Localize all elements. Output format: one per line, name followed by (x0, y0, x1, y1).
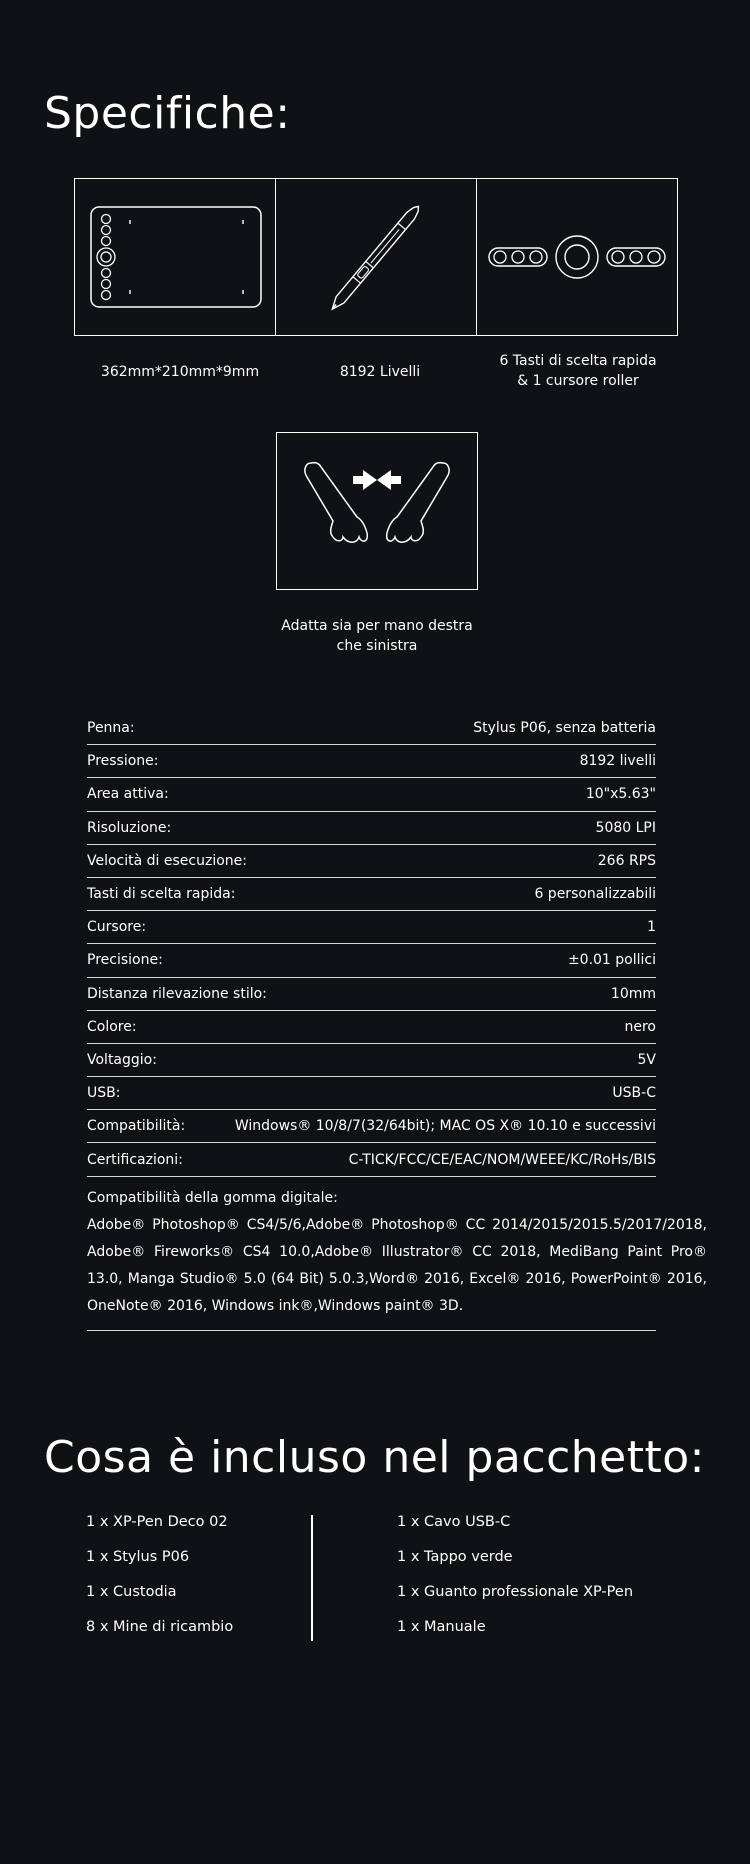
caption-line: 362mm*210mm*9mm (100, 364, 260, 380)
feature-keys-caption (478, 351, 678, 391)
spec-label: Voltaggio: (87, 1051, 157, 1068)
specs-title: Specifiche: (44, 88, 291, 139)
stylus-pen-icon (276, 179, 476, 337)
caption-line: che sinistra (336, 638, 418, 654)
spec-label: USB: (87, 1085, 121, 1102)
spec-label: Risoluzione: (87, 819, 172, 836)
spec-label: Compatibilità: (87, 1118, 186, 1135)
spec-label: Certificazioni: (87, 1151, 183, 1168)
package-item: 1 x Stylus P06 (86, 1549, 190, 1565)
spec-value: 5080 LPI (595, 819, 656, 836)
spec-value: 1 (647, 919, 656, 936)
package-item: 8 x Mine di ricambio (86, 1619, 234, 1635)
spec-value: Stylus P06, senza batteria (473, 720, 656, 737)
shortcut-keys-icon (477, 179, 677, 337)
spec-row (87, 778, 656, 811)
spec-row (87, 745, 656, 778)
spec-row (87, 944, 656, 977)
spec-label: Penna: (87, 720, 135, 737)
feature-shortcut-keys (476, 179, 677, 335)
package-item: 1 x Cavo USB-C (397, 1514, 511, 1530)
spec-value: USB-C (612, 1085, 656, 1102)
eraser-compat-label: Compatibilità della gomma digitale: (87, 1189, 338, 1206)
spec-label: Cursore: (87, 919, 147, 936)
eraser-compatibility (87, 1177, 707, 1331)
spec-value: 5V (637, 1051, 656, 1068)
caption-line: Adatta sia per mano destra (281, 618, 473, 634)
spec-label: Distanza rilevazione stilo: (87, 985, 267, 1002)
spec-row (87, 1044, 656, 1077)
spec-label: Tasti di scelta rapida: (87, 886, 236, 903)
caption-line: 6 Tasti di scelta rapida (499, 353, 657, 369)
package-divider (311, 1515, 313, 1641)
hand-feature-box (276, 432, 478, 590)
spec-row (87, 1077, 656, 1110)
spec-row (87, 812, 656, 845)
spec-row (87, 911, 656, 944)
feature-icons-row (74, 178, 678, 336)
spec-label: Area attiva: (87, 786, 169, 803)
package-title: Cosa è incluso nel pacchetto: (44, 1432, 705, 1483)
feature-pressure (275, 179, 476, 335)
caption-line: & 1 cursore roller (517, 373, 639, 389)
spec-label: Precisione: (87, 952, 163, 969)
spec-value: 266 RPS (597, 852, 656, 869)
spec-value: ±0.01 pollici (567, 952, 656, 969)
package-item: 1 x Tappo verde (397, 1549, 513, 1565)
spec-row (87, 845, 656, 878)
package-item: 1 x Custodia (86, 1584, 177, 1600)
spec-value: C-TICK/FCC/CE/EAC/NOM/WEEE/KC/RoHs/BIS (348, 1151, 656, 1168)
package-item: 1 x Manuale (397, 1619, 486, 1635)
spec-value: 6 personalizzabili (534, 886, 656, 903)
left-right-hand-icon (277, 433, 477, 589)
spec-row (87, 712, 656, 745)
spec-label: Colore: (87, 1018, 137, 1035)
spec-value: 10"x5.63" (585, 786, 656, 803)
feature-pressure-caption (280, 362, 480, 382)
spec-value: nero (624, 1018, 656, 1035)
package-list-right (397, 1512, 633, 1652)
hand-caption (276, 616, 478, 656)
feature-size (75, 179, 275, 335)
tablet-icon (75, 179, 275, 337)
spec-row (87, 878, 656, 911)
package-list-left (86, 1512, 233, 1652)
spec-label: Velocità di esecuzione: (87, 852, 247, 869)
package-item: 1 x XP-Pen Deco 02 (86, 1514, 228, 1530)
spec-table (87, 712, 707, 1331)
eraser-compat-text: Adobe® Photoshop® CS4/5/6,Adobe® Photoshop® CC 2014/2015/2015.5/2017/2018, Adobe® Fireworks® CS4 10.0,Adobe® Illustrator® CC 2018, MediBang Paint Pro® 13.0, Manga Studio® 5.0 (64 Bit) 5.0.3,Word® 2016, Excel® 2016, PowerPoint® 2016, OneNote® 2016, Windows ink®,Windows paint® 3D. (87, 1216, 707, 1314)
package-item: 1 x Guanto professionale XP-Pen (397, 1584, 634, 1600)
spec-value: Windows® 10/8/7(32/64bit); MAC OS X® 10.10 e successivi (234, 1118, 656, 1135)
feature-size-caption (80, 362, 280, 382)
spec-row (87, 978, 656, 1011)
spec-label: Pressione: (87, 753, 159, 770)
spec-row (87, 1011, 656, 1044)
spec-row (87, 1110, 656, 1143)
caption-line: 8192 Livelli (339, 364, 421, 380)
spec-value: 8192 livelli (579, 753, 656, 770)
spec-value: 10mm (610, 985, 656, 1002)
spec-row (87, 1143, 656, 1176)
